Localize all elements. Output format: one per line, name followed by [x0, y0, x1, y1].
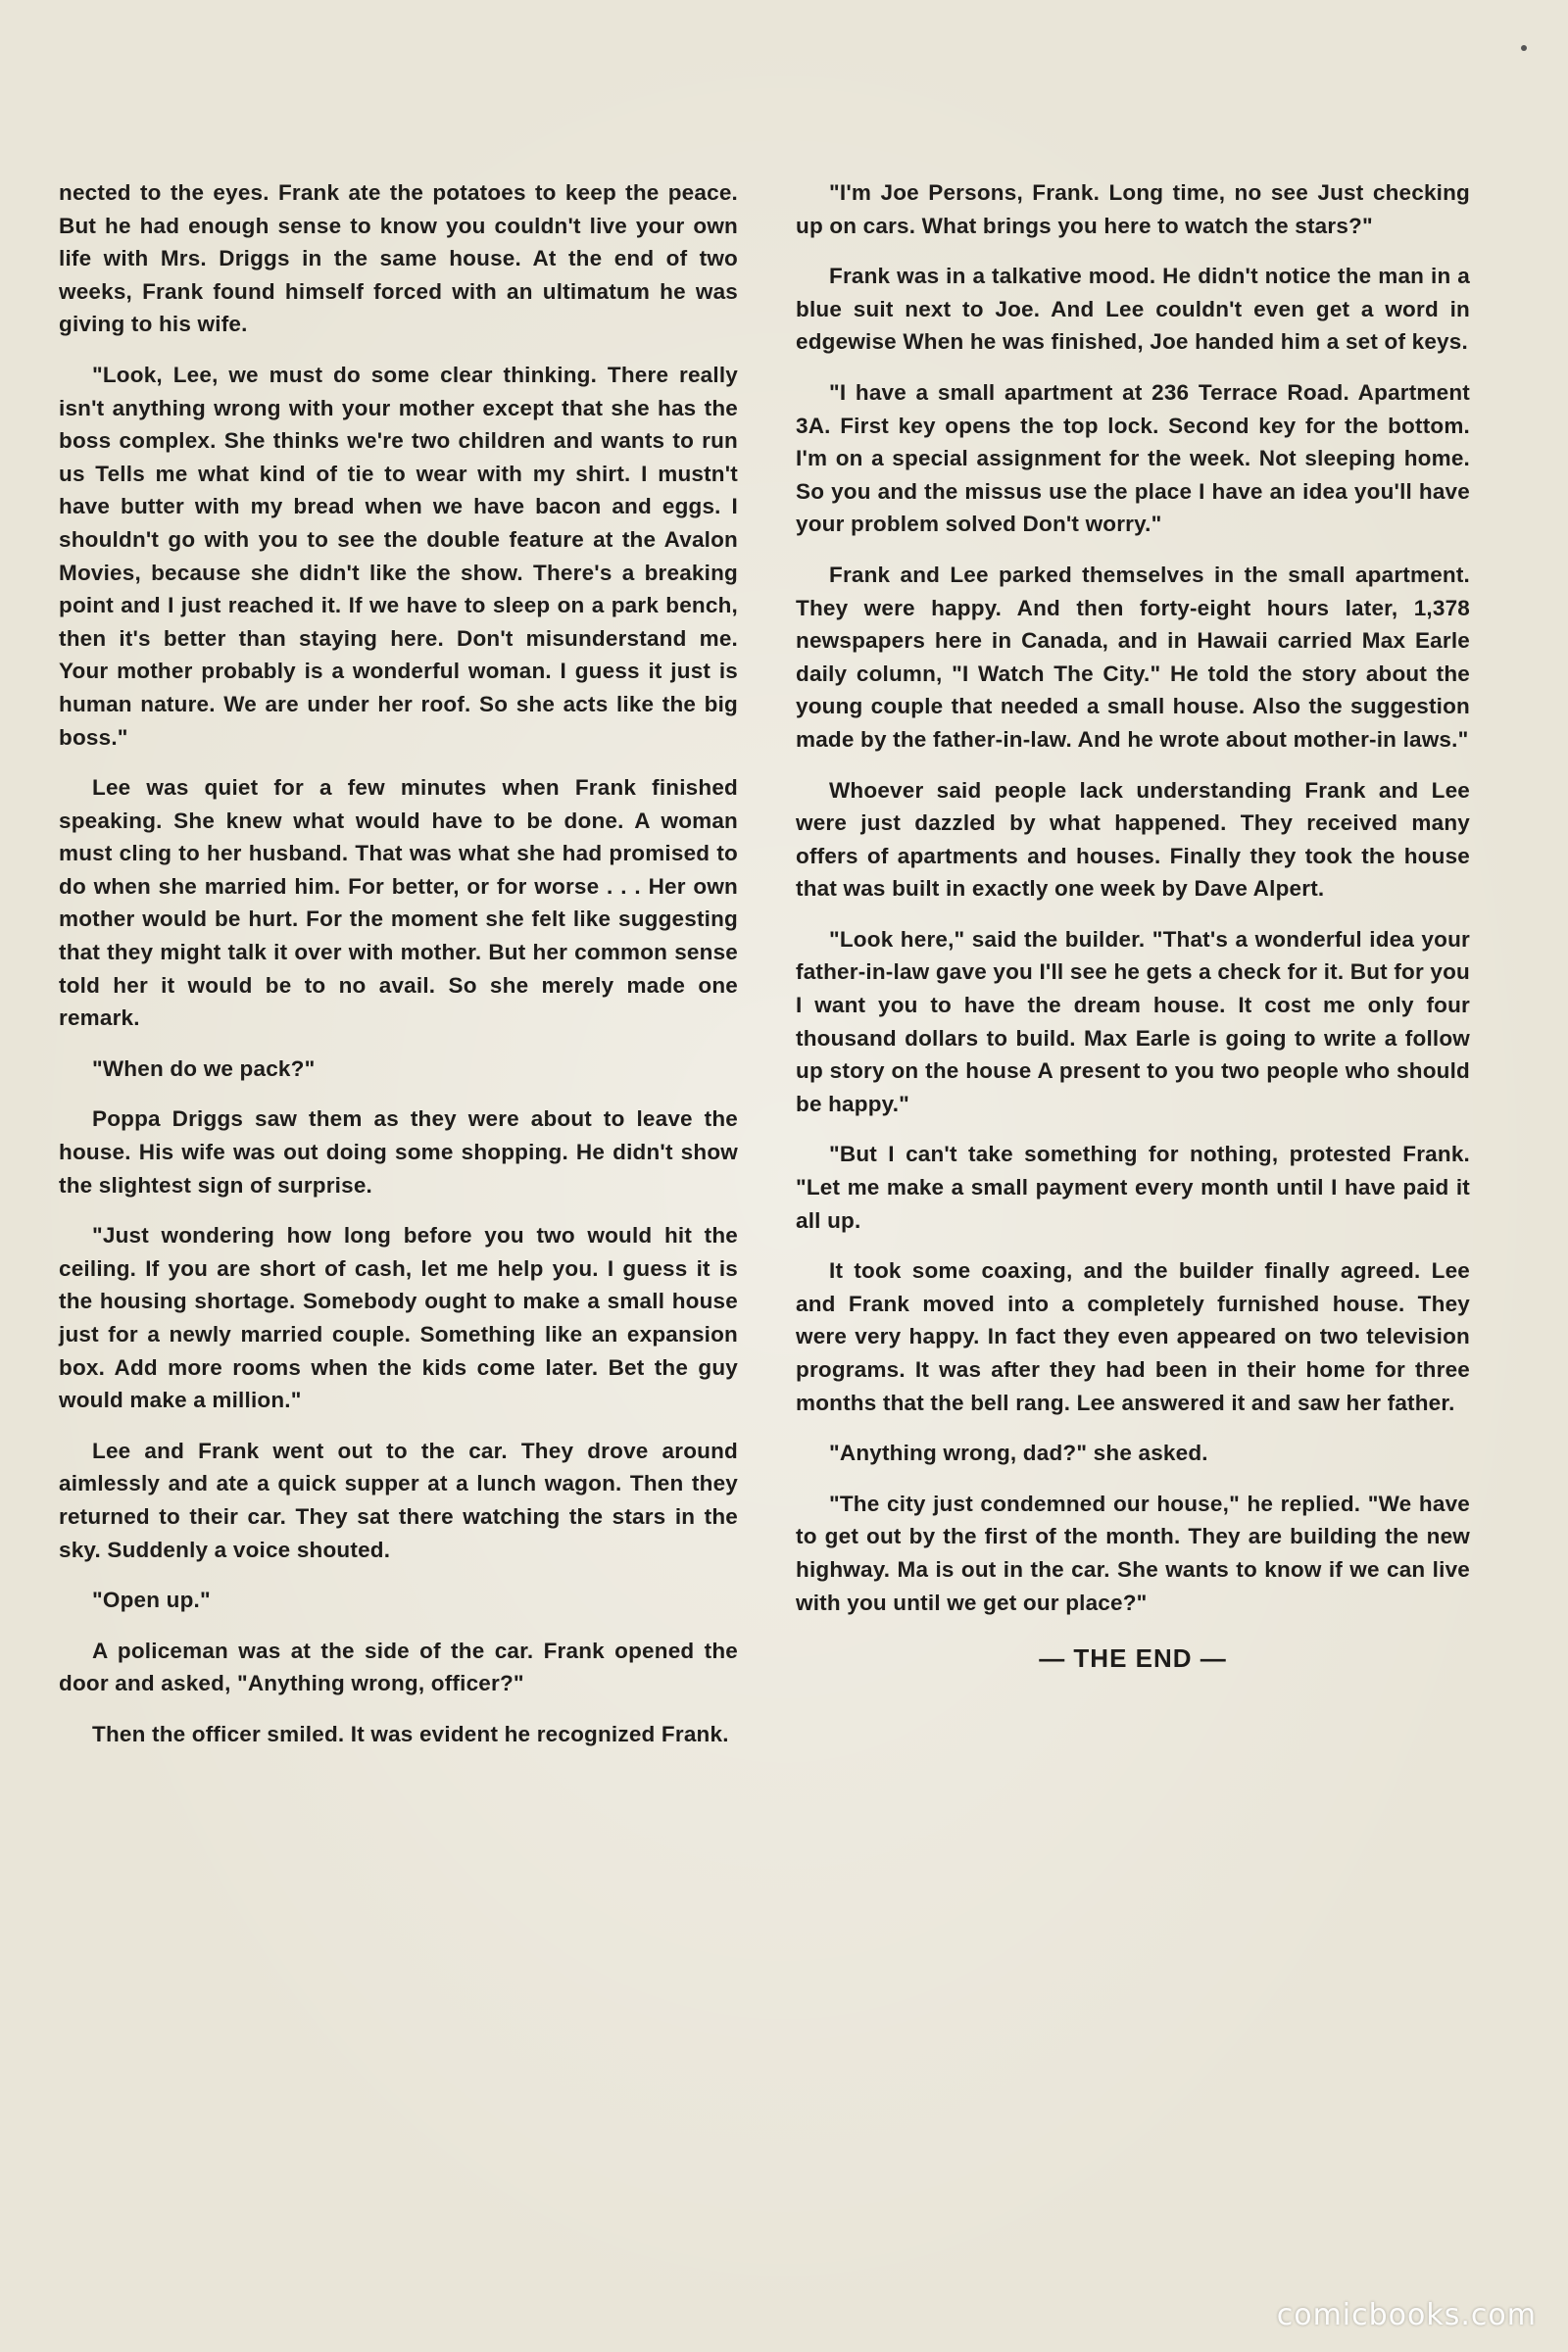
paragraph: Whoever said people lack understanding Frank and Lee were just dazzled by what happened. They received many offers of apartments and houses. Finally they took the house that was built in exactly one week by Dave Alpert. — [796, 777, 1470, 902]
paragraph: nected to the eyes. Frank ate the potatoes to keep the peace. But he had enough sense to know you couldn't live your own life with Mrs. Driggs in the same house. At the end of two weeks, Frank found himself forced with an ultimatum he was giving to his wife. — [59, 180, 738, 337]
paragraph: "But I can't take something for nothing, protested Frank. "Let me make a small payment every month until I have paid it all up. — [796, 1142, 1470, 1233]
paragraph: "Anything wrong, dad?" she asked. — [829, 1441, 1208, 1466]
paragraph: "When do we pack?" — [92, 1055, 316, 1081]
paragraph: "I have a small apartment at 236 Terrace Road. Apartment 3A. First key opens the top lock. Second key for the bottom. I'm on a special assignment for the week. Not sleeping home. So you and the missus use the place I have an idea you'll have your problem solved Don't worry." — [796, 379, 1470, 537]
paragraph: "Look, Lee, we must do some clear thinking. There really isn't anything wrong with your mother except that she has the boss complex. She thinks we're two children and wants to run us Tells me what kind of tie to wear with my shirt. I mustn't have butter with my bread when we have bacon and eggs. I shouldn't go with you to see the double feature at the Avalon Movies, because she didn't like the show. There's a breaking point and I just reached it. If we have to sleep on a park bench, then it's better than staying here. Don't misunderstand me. Your mother probably is a wonderful woman. I guess it just is human nature. We are under her roof. So she acts like the big boss." — [59, 362, 738, 750]
paragraph: It took some coaxing, and the builder finally agreed. Lee and Frank moved into a completely furnished house. They were very happy. In fact they even appeared on two television programs. It was after they had been in their home for three months that the bell rang. Lee answered it and saw her father. — [796, 1258, 1470, 1415]
paragraph: Lee and Frank went out to the car. They drove around aimlessly and ate a quick supper at a lunch wagon. Then they returned to their car. They sat there watching the stars in the sky. Suddenly a voice shouted. — [59, 1438, 738, 1562]
paragraph: A policeman was at the side of the car. Frank opened the door and asked, "Anything wrong, officer?" — [59, 1638, 738, 1696]
paragraph: "Just wondering how long before you two would hit the ceiling. If you are short of cash, let me help you. I guess it is the housing shortage. Somebody ought to make a small house just for a newly married couple. Something like an expansion box. Add more rooms when the kids come later. Bet the guy would make a million." — [59, 1223, 738, 1413]
watermark: comicbooks.com — [1276, 2298, 1537, 2332]
paragraph: Frank was in a talkative mood. He didn't notice the man in a blue suit next to Joe. And Lee couldn't even get a word in edgewise When he was finished, Joe handed him a set of keys. — [796, 264, 1470, 355]
right-column — [796, 176, 1470, 1676]
paragraph: Poppa Driggs saw them as they were about to leave the house. His wife was out doing some shopping. He didn't show the slightest sign of surprise. — [59, 1106, 738, 1198]
ink-speck — [1521, 45, 1527, 51]
the-end-marker: — THE END — — [1039, 1643, 1227, 1674]
paragraph: Frank and Lee parked themselves in the small apartment. They were happy. And then forty-eight hours later, 1,378 newspapers here in Canada, and in Hawaii carried Max Earle daily column, "I Watch The City." He told the story about the young couple that needed a small house. Also the suggestion made by the father-in-law. And he wrote about mother-in laws." — [796, 562, 1470, 752]
paragraph: Lee was quiet for a few minutes when Frank finished speaking. She knew what would have to be done. A woman must cling to her husband. That was what she had promised to do when she married him. For better, or for worse . . . Her own mother would be hurt. For the moment she felt like suggesting that they might talk it over with mother. But her common sense told her it would be to no avail. So she merely made one remark. — [59, 775, 738, 1031]
paragraph: "The city just condemned our house," he replied. "We have to get out by the first of the month. They are building the new highway. Ma is out in the car. She wants to know if we can live with you until we get our place?" — [796, 1491, 1470, 1615]
paragraph: Then the officer smiled. It was evident he recognized Frank. — [92, 1721, 729, 1746]
paragraph: "Look here," said the builder. "That's a wonderful idea your father-in-law gave you I'll see he gets a check for it. But for you I want you to have the dream house. It cost me only four thousand dollars to build. Max Earle is going to write a follow up story on the house A present to you two people who should be happy." — [796, 926, 1470, 1116]
paragraph: "Open up." — [92, 1588, 211, 1613]
paragraph: "I'm Joe Persons, Frank. Long time, no see Just checking up on cars. What brings you here to watch the stars?" — [796, 180, 1470, 238]
left-column — [59, 176, 738, 1769]
